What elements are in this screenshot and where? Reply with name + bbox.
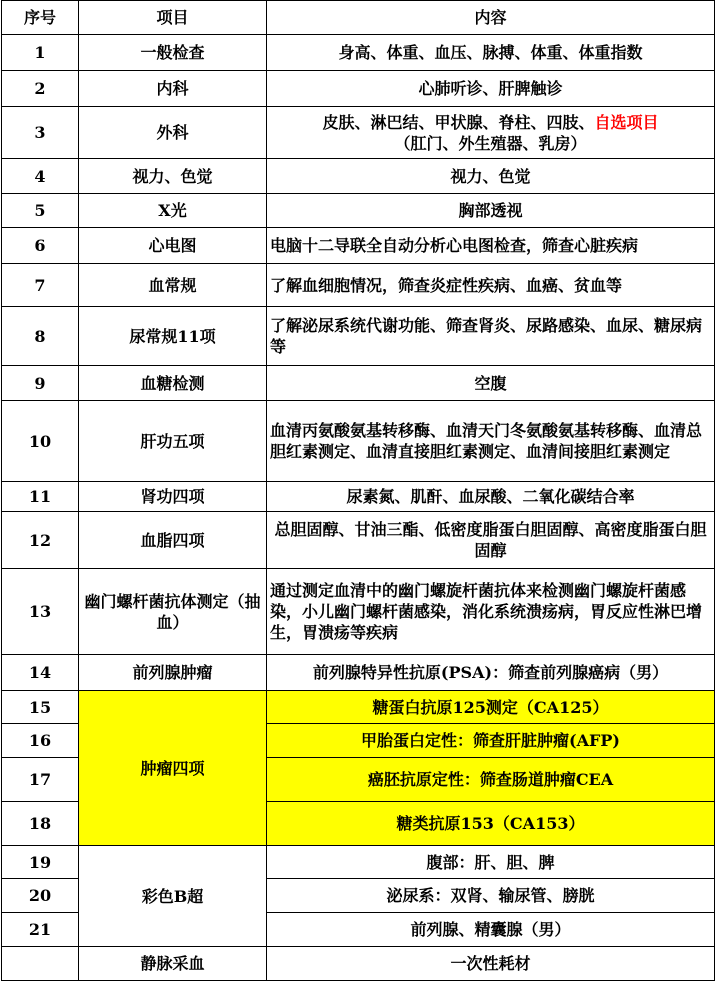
row-item: 肝功五项: [79, 401, 267, 482]
row-item: X光: [79, 194, 267, 228]
row-item: 幽门螺杆菌抗体测定（抽血）: [79, 569, 267, 655]
row-content: 通过测定血清中的幽门螺旋杆菌抗体来检测幽门螺旋杆菌感染，小儿幽门螺杆菌感染，消化系统溃疡病，胃反应性淋巴增生，胃溃疡等疾病: [267, 569, 715, 655]
tumor-group-item: 肿瘤四项: [79, 691, 267, 846]
row-item: 视力、色觉: [79, 159, 267, 194]
header-content: 内容: [267, 1, 715, 35]
row-content: 胸部透视: [267, 194, 715, 228]
row-no: 9: [2, 366, 79, 401]
row-no: 14: [2, 655, 79, 691]
row-item: 血糖检测: [79, 366, 267, 401]
row-content: 身高、体重、血压、脉搏、体重、体重指数: [267, 35, 715, 71]
row-content: 糖蛋白抗原125测定（CA125）: [267, 691, 715, 724]
row-item: 前列腺肿瘤: [79, 655, 267, 691]
table-row: [2, 482, 715, 512]
row-content: 尿素氮、肌酐、血尿酸、二氧化碳结合率: [267, 482, 715, 512]
row-no: 18: [2, 802, 79, 846]
table-row: [2, 194, 715, 228]
row-content: 糖类抗原153（CA153）: [267, 802, 715, 846]
table-row: [2, 691, 715, 724]
table-row: [2, 401, 715, 482]
content-text: 电脑十二导联全自动分析心电图检查，筛查心脏疾病: [270, 236, 639, 255]
row-content: 血清丙氨酸氨基转移酶、血清天门冬氨酸氨基转移酶、血清总胆红素测定、血清直接胆红素测定、血清间接胆红素测定: [267, 401, 715, 482]
row-content: [267, 107, 715, 159]
table-row: [2, 264, 715, 307]
header-no: 序号: [2, 1, 79, 35]
row-no: 6: [2, 228, 79, 264]
row-content: 一次性耗材: [267, 947, 715, 981]
row-content: 甲胎蛋白定性：筛查肝脏肿瘤(AFP): [267, 724, 715, 758]
row-item: 内科: [79, 71, 267, 107]
row-no: 12: [2, 512, 79, 569]
row-no: 7: [2, 264, 79, 307]
row-content: 总胆固醇、甘油三酯、低密度脂蛋白胆固醇、高密度脂蛋白胆固醇: [267, 512, 715, 569]
optional-items-text: 自选项目: [594, 112, 659, 132]
table-row: [2, 655, 715, 691]
header-item: 项目: [79, 1, 267, 35]
row-item: 血脂四项: [79, 512, 267, 569]
table-row: [2, 307, 715, 366]
row-no: 21: [2, 913, 79, 947]
row-item: 心电图: [79, 228, 267, 264]
row-item: 尿常规11项: [79, 307, 267, 366]
row-no: 5: [2, 194, 79, 228]
row-content: 腹部：肝、胆、脾: [267, 846, 715, 879]
table-row: [2, 512, 715, 569]
content-text: 皮肤、淋巴结、甲状腺、脊柱、四肢、: [322, 112, 595, 132]
ultrasound-group-item: 彩色B超: [79, 846, 267, 947]
row-no: 8: [2, 307, 79, 366]
row-content: [267, 228, 715, 264]
row-content: 癌胚抗原定性：筛查肠道肿瘤CEA: [267, 758, 715, 802]
row-item: 一般检查: [79, 35, 267, 71]
row-content: 空腹: [267, 366, 715, 401]
row-no: 10: [2, 401, 79, 482]
row-item: 外科: [79, 107, 267, 159]
table-row: [2, 569, 715, 655]
row-no: 19: [2, 846, 79, 879]
table-row: [2, 846, 715, 879]
header-row: [2, 1, 715, 35]
row-content: 视力、色觉: [267, 159, 715, 194]
content-text: （肛门、外生殖器、乳房）: [394, 133, 587, 153]
row-no: 13: [2, 569, 79, 655]
row-content: 了解泌尿系统代谢功能、筛查肾炎、尿路感染、血尿、糖尿病等: [267, 307, 715, 366]
row-content: 泌尿系：双肾、输尿管、膀胱: [267, 879, 715, 913]
table-row: [2, 159, 715, 194]
row-item: 静脉采血: [79, 947, 267, 981]
row-content: 前列腺、精囊腺（男）: [267, 913, 715, 947]
row-content: 前列腺特异性抗原(PSA)：筛查前列腺癌病（男）: [267, 655, 715, 691]
row-content: 了解血细胞情况，筛查炎症性疾病、血癌、贫血等: [267, 264, 715, 307]
row-no: 20: [2, 879, 79, 913]
row-no: 17: [2, 758, 79, 802]
table-row: [2, 107, 715, 159]
table-row: [2, 947, 715, 981]
row-no: 2: [2, 71, 79, 107]
row-no: 1: [2, 35, 79, 71]
row-no: 11: [2, 482, 79, 512]
table-row: [2, 35, 715, 71]
row-no: 4: [2, 159, 79, 194]
table-row: [2, 71, 715, 107]
row-no: 15: [2, 691, 79, 724]
exam-table: [1, 0, 715, 981]
table-row: [2, 366, 715, 401]
row-item: 血常规: [79, 264, 267, 307]
row-no: 3: [2, 107, 79, 159]
row-no: 16: [2, 724, 79, 758]
row-no: [2, 947, 79, 981]
row-content: 心肺听诊、肝脾触诊: [267, 71, 715, 107]
row-item: 肾功四项: [79, 482, 267, 512]
table-row: [2, 228, 715, 264]
